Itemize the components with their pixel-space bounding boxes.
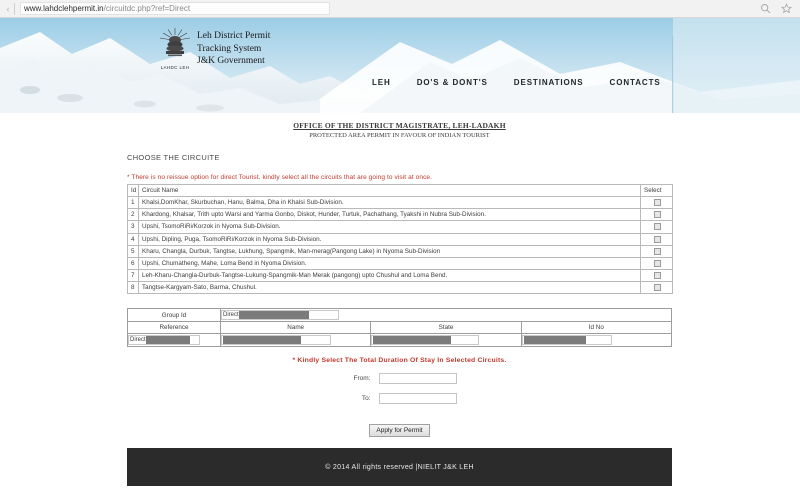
id-no-cell — [521, 334, 671, 347]
office-heading — [127, 113, 672, 139]
circuit-name: Upshi, Chumatheng, Mahe, Loma Bend in Nyoma Division. — [139, 257, 641, 269]
nav-item-destinations[interactable]: DESTINATIONS — [513, 78, 584, 87]
group-id-prefix: Direct — [223, 312, 239, 319]
search-icon[interactable] — [760, 3, 771, 14]
back-button[interactable]: ‹ — [6, 3, 10, 14]
from-label: From: — [353, 375, 371, 383]
column-header-id: Id — [128, 185, 139, 197]
group-id-row — [128, 309, 672, 322]
circuit-id: 4 — [128, 233, 139, 245]
circuit-select-cell — [641, 282, 673, 294]
banner-content — [127, 18, 672, 113]
main-navigation — [372, 78, 661, 87]
circuit-select-cell — [641, 197, 673, 209]
to-date-input[interactable] — [379, 393, 457, 404]
column-header-state: State — [371, 322, 521, 334]
reference-prefix: Direct — [130, 337, 146, 344]
site-title-line2: Tracking System — [197, 43, 262, 54]
site-footer — [127, 448, 672, 486]
chrome-divider — [14, 3, 15, 15]
site-banner — [0, 18, 800, 113]
circuit-checkbox[interactable] — [654, 199, 661, 206]
name-input[interactable] — [221, 335, 331, 345]
group-id-redacted-value — [239, 311, 309, 319]
circuit-checkbox[interactable] — [654, 211, 661, 218]
page-body — [0, 113, 800, 500]
browser-chrome — [0, 0, 800, 18]
nav-item-dos-and-donts[interactable]: DO'S & DONT'S — [416, 78, 488, 87]
column-header-reference: Reference — [128, 322, 221, 334]
column-header-name: Circuit Name — [139, 185, 641, 197]
circuit-select-cell — [641, 245, 673, 257]
group-id-cell — [221, 309, 672, 322]
id-no-redacted-value — [524, 336, 586, 344]
circuit-table-body — [128, 197, 673, 294]
table-row — [128, 221, 673, 233]
nav-item-contacts[interactable]: CONTACTS — [609, 78, 661, 87]
site-title-line3: J&K Government — [197, 56, 265, 66]
state-select[interactable] — [371, 335, 479, 345]
site-title — [197, 30, 270, 68]
column-header-name: Name — [221, 322, 371, 334]
url-path: /circuitdc.php?ref=Direct — [103, 4, 191, 13]
group-id-label: Group Id — [128, 309, 221, 322]
circuit-select-cell — [641, 209, 673, 221]
circuit-id: 5 — [128, 245, 139, 257]
url-input[interactable] — [20, 2, 330, 15]
duration-notice: * Kindly Select The Total Duration Of Stay In Selected Circuits. — [292, 357, 507, 365]
to-date-row — [127, 393, 672, 404]
reference-cell — [128, 334, 221, 347]
table-row — [128, 270, 673, 282]
column-header-id-no: Id No — [521, 322, 671, 334]
circuit-select-cell — [641, 257, 673, 269]
table-row — [128, 282, 673, 294]
circuit-name: Kharu, Changla, Durbuk, Tangtse, Lukhung, Spangmik, Man-merag(Pangong Lake) in Nyoma Sub-Division — [139, 245, 641, 257]
circuit-id: 7 — [128, 270, 139, 282]
ashoka-emblem-icon — [156, 26, 194, 64]
name-redacted-value — [223, 336, 301, 344]
reference-input[interactable] — [128, 335, 200, 345]
url-host: www.lahdclehpermit.in — [24, 4, 104, 13]
table-row — [128, 197, 673, 209]
circuit-id: 6 — [128, 257, 139, 269]
circuit-table — [127, 184, 673, 294]
from-date-row — [127, 373, 672, 384]
apply-row — [127, 419, 672, 437]
circuit-name: Leh-Kharu-Changla-Durbuk-Tangtse-Lukung-Spangmik-Man Merak (pangong) upto Chushul and Loma Bend. — [139, 270, 641, 282]
circuit-name: Tangtse-Kargyam-Sato, Barma, Chushul. — [139, 282, 641, 294]
circuit-table-header-row — [128, 185, 673, 197]
circuit-select-cell — [641, 221, 673, 233]
circuit-select-cell — [641, 270, 673, 282]
logo-caption: LAHDC LEH — [160, 65, 190, 70]
content-column — [127, 113, 672, 486]
circuit-id: 8 — [128, 282, 139, 294]
circuit-id: 1 — [128, 197, 139, 209]
state-redacted-value — [373, 336, 451, 344]
nav-item-leh[interactable]: LEH — [372, 78, 391, 87]
circuit-name: Khalsi,DomKhar, Skurbuchan, Hanu, Balma, Dha in Khalsi Sub-Division. — [139, 197, 641, 209]
circuit-checkbox[interactable] — [654, 236, 661, 243]
footer-copyright: © 2014 All rights reserved |NIELIT J&K LEH — [325, 463, 474, 471]
circuit-name: Upshi, TsomoRiRi/Korzok in Nyoma Sub-Division. — [139, 221, 641, 233]
table-row — [128, 233, 673, 245]
circuit-id: 2 — [128, 209, 139, 221]
state-cell — [371, 334, 521, 347]
table-row — [128, 245, 673, 257]
group-data-row — [128, 334, 672, 347]
circuit-name: Upshi, Dipling, Puga, TsomoRiRi/Korzok in Nyoma Sub-Division. — [139, 233, 641, 245]
star-icon[interactable] — [781, 3, 792, 14]
table-row — [128, 257, 673, 269]
choose-circuit-label: CHOOSE THE CIRCUITE — [127, 153, 220, 162]
to-label: To: — [361, 395, 371, 403]
circuit-select-cell — [641, 233, 673, 245]
circuit-name: Khardong, Khalsar, Trith upto Warsi and Yarma Gonbo, Diskot, Hunder, Turtuk, Pachathang, Tyakshi in Nubra Sub-Division. — [139, 209, 641, 221]
site-title-line1: Leh District Permit — [197, 31, 271, 41]
circuit-checkbox[interactable] — [654, 223, 661, 230]
site-logo[interactable] — [145, 26, 205, 70]
group-header-row — [128, 322, 672, 334]
apply-for-permit-button[interactable]: Apply for Permit — [369, 424, 429, 437]
circuit-checkbox[interactable] — [654, 284, 661, 291]
circuit-checkbox[interactable] — [654, 272, 661, 279]
office-heading-line2: PROTECTED AREA PERMIT IN FAVOUR OF INDIAN TOURIST — [309, 132, 490, 139]
reissue-notice: * There is no reissue option for direct Tourist. kindly select all the circuits that are going to visit at once. — [127, 174, 433, 181]
table-row — [128, 209, 673, 221]
column-header-select: Select — [641, 185, 673, 197]
circuit-id: 3 — [128, 221, 139, 233]
from-date-input[interactable] — [379, 373, 457, 384]
circuit-checkbox[interactable] — [654, 248, 661, 255]
reference-redacted-value — [146, 336, 190, 344]
name-cell — [221, 334, 371, 347]
chrome-actions — [760, 3, 792, 14]
office-heading-line1: OFFICE OF THE DISTRICT MAGISTRATE, LEH-LADAKH — [293, 121, 506, 130]
circuit-checkbox[interactable] — [654, 260, 661, 267]
group-details-table — [127, 308, 672, 347]
group-id-input[interactable] — [221, 310, 339, 320]
id-no-input[interactable] — [522, 335, 612, 345]
